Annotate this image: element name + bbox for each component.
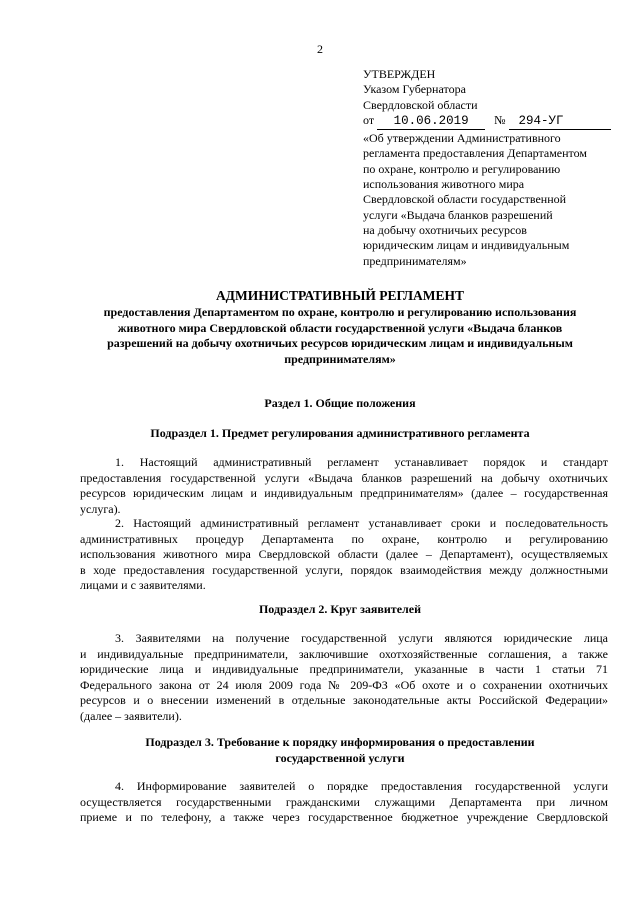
document-title: АДМИНИСТРАТИВНЫЙ РЕГЛАМЕНТ [215, 288, 465, 303]
subtitle-line: предоставления Департаментом по охране, контролю и регулированию использования [103, 305, 577, 319]
paragraph-line: использования животного мира Свердловской области (далее – Департамент), осуществляемых [80, 547, 608, 561]
paragraph-line: предоставления государственной услуги «Выдача бланков разрешений на добычу охотничьих [80, 470, 608, 485]
paragraph-line: в ходе предоставления государственной услуги, порядок взаимодействия между должностными [80, 562, 608, 577]
approval-desc-line: услуги «Выдача бланков разрешений [363, 207, 553, 222]
paragraph-line: приеме и по телефону, а также через государственное бюджетное учреждение Свердловской [80, 810, 608, 824]
paragraph-line: 4. Информирование заявителей о порядке предоставления государственной услуги [115, 779, 608, 793]
paragraph-line: лицами и с заявителями. [80, 578, 206, 592]
paragraph-line: ресурсов юридическим лицам и индивидуальным предпринимателям» (далее – государственная [80, 486, 608, 500]
approval-desc-line: по охране, контролю и регулированию [363, 161, 561, 176]
approval-desc-line: предпринимателям» [363, 253, 467, 268]
paragraph-line: ресурсов и о внесении изменений в отдельные законодательные акты Российской Федерации» [80, 693, 608, 707]
approval-desc-line: «Об утверждении Административного [363, 131, 561, 146]
approval-desc-line: на добычу охотничьих ресурсов [363, 222, 527, 237]
paragraph-line: 1. Настоящий административный регламент устанавливает порядок и стандарт [115, 455, 608, 469]
section-1-heading: Раздел 1. Общие положения [264, 396, 416, 410]
paragraph-line: осуществляется государственными гражданскими служащими Департамента при личном [80, 794, 608, 809]
approval-title: УТВЕРЖДЕН [363, 67, 436, 81]
paragraph-line: и индивидуальные предприниматели, заключившие охотхозяйственные соглашения, а также [80, 646, 608, 661]
approval-description [363, 131, 628, 269]
approval-line-1: Указом Губернатора [363, 82, 466, 97]
page-number: 2 [317, 42, 323, 56]
subtitle-line: предпринимателям» [284, 351, 396, 366]
paragraph-line: услуга). [80, 501, 121, 516]
paragraph-line: Федерального закона от 24 июля 2009 года № 209-ФЗ «Об охоте и о сохранении охотничьих [80, 677, 608, 692]
approval-desc-line: регламента предоставления Департаментом [363, 146, 587, 161]
heading-line: государственной услуги [275, 750, 405, 765]
approval-stamp [363, 67, 628, 269]
approval-desc-line: юридическим лицам и индивидуальным [363, 238, 570, 253]
approval-desc-line: Свердловской области государственной [363, 192, 567, 207]
approval-date: 10.06.2019 [377, 114, 485, 130]
paragraph-line: (далее – заявители). [80, 708, 182, 723]
paragraph-4 [80, 779, 608, 826]
subsection-2-heading: Подраздел 2. Круг заявителей [258, 602, 422, 616]
paragraph-line: 2. Настоящий административный регламент устанавливает сроки и последовательность [115, 516, 608, 530]
paragraph-3 [80, 631, 608, 724]
subtitle-line: животного мира Свердловской области государственной услуги «Выдача бланков [117, 320, 563, 335]
heading-line: Подраздел 3. Требование к порядку информирования о предоставлении [145, 735, 535, 749]
paragraph-2 [80, 516, 608, 594]
subtitle-line: разрешений на добычу охотничьих ресурсов юридическим лицам и индивидуальным [107, 336, 573, 350]
paragraph-line: юридические лица и индивидуальные предприниматели, указанные в части 1 статьи 71 [80, 662, 608, 676]
paragraph-line: административных процедур Департамента по охране, контролю и регулированию [80, 531, 608, 546]
number-label: № [494, 112, 506, 127]
approval-number: 294-УГ [509, 114, 611, 130]
subsection-1-heading: Подраздел 1. Предмет регулирования административного регламента [150, 426, 530, 440]
approval-desc-line: использования животного мира [363, 177, 525, 192]
approval-date-line [363, 113, 628, 130]
from-label: от [363, 112, 375, 127]
subsection-3-heading [80, 735, 600, 766]
paragraph-line: 3. Заявителями на получение государственной услуги являются юридические лица [115, 631, 608, 645]
paragraph-1 [80, 455, 608, 517]
approval-line-2: Свердловской области [363, 97, 478, 112]
document-subtitle [80, 305, 600, 367]
